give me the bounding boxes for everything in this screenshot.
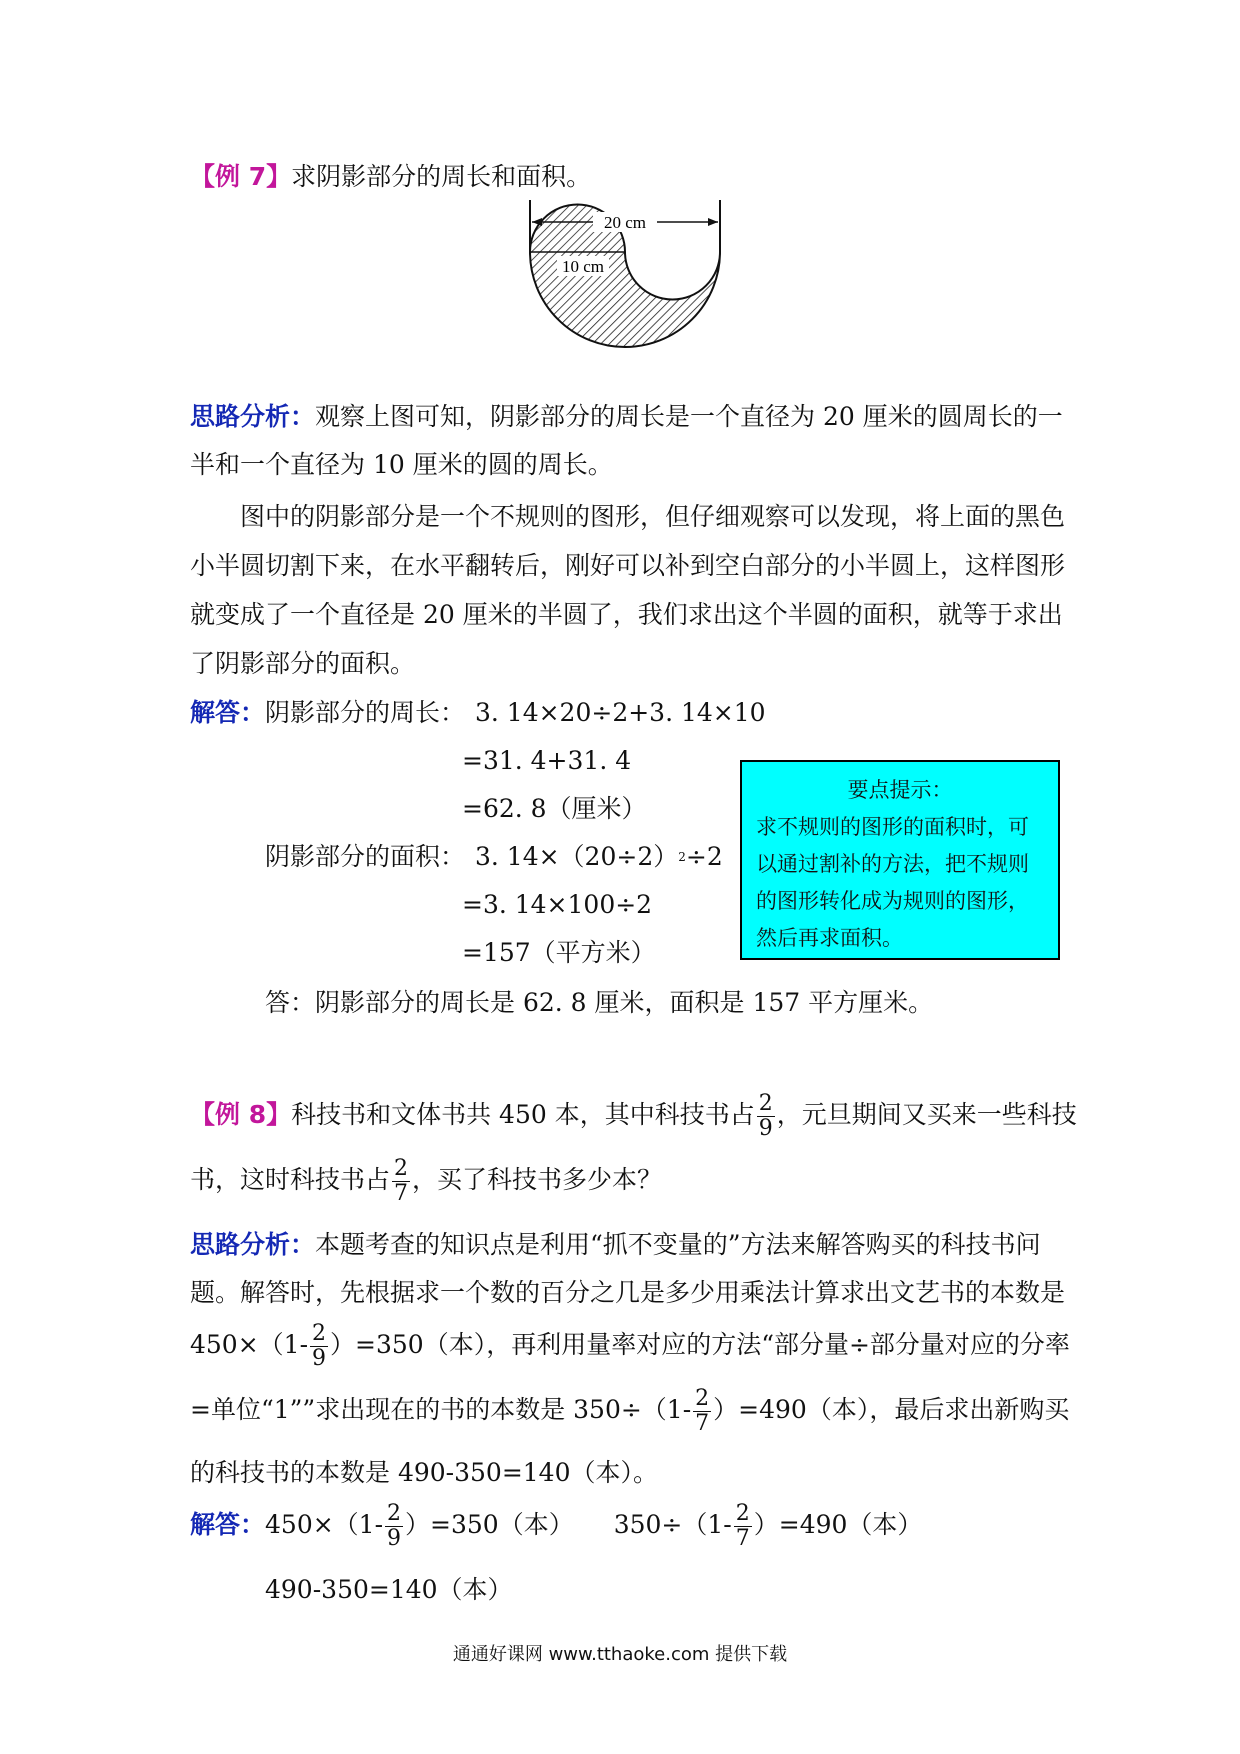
ex7-answer-label: 解答： (190, 698, 266, 727)
tip-line: 以通过割补的方法，把不规则 (756, 852, 1029, 876)
numerator: 2 (312, 1321, 327, 1346)
area-label: 阴影部分的面积： (265, 842, 466, 871)
numerator: 2 (387, 1501, 402, 1526)
ex8-analysis-label: 思路分析： (190, 1230, 316, 1259)
ex7-final-answer: 答：阴影部分的周长是 62. 8 厘米，面积是 157 平方厘米。 (265, 988, 934, 1017)
area-expr (475, 837, 723, 877)
ex8-q-b: ，元旦期间又买来一些科技 (776, 1100, 1077, 1129)
denominator: 9 (758, 1116, 773, 1141)
ex7-analysis-2a: 图中的阴影部分是一个不规则的图形，但仔细观察可以发现，将上面的黑色 (240, 502, 1066, 531)
numerator: 2 (735, 1501, 750, 1526)
ex8-step3: 490-350=140（本） (265, 1575, 513, 1604)
s1-pre: 450×（1- (265, 1510, 384, 1539)
ex7-analysis-label: 思路分析： (190, 402, 316, 431)
ex7-figure (515, 200, 735, 390)
tip-line: 的图形转化成为规则的图形， (756, 889, 1029, 913)
ex8-analysis-1 (190, 1225, 1041, 1265)
ex7-analysis-text-1: 观察上图可知，阴影部分的周长是一个直径为 20 厘米的圆周长的一 (315, 402, 1063, 431)
denominator: 7 (695, 1411, 710, 1436)
ex8-analysis-4 (190, 1380, 1069, 1440)
ex8-q-d: ，买了科技书多少本？ (412, 1165, 663, 1194)
ex8-tag: 【例 8】 (190, 1100, 292, 1129)
perimeter-step1: =31. 4+31. 4 (462, 746, 632, 775)
denominator: 9 (387, 1526, 402, 1551)
tip-line: 然后再求面积。 (756, 926, 903, 950)
ex7-question: 求阴影部分的周长和面积。 (291, 162, 592, 191)
ex7-analysis-2b: 小半圆切割下来，在水平翻转后，刚好可以补到空白部分的小半圆上，这样图形 (190, 551, 1066, 580)
fraction-2-9 (385, 1502, 403, 1551)
label-10cm: 10 cm (561, 257, 605, 276)
perimeter-expr: 3. 14×20÷2+3. 14×10 (475, 698, 766, 727)
numerator: 2 (695, 1386, 710, 1411)
key-point-box (740, 760, 1060, 960)
ex8-question-line-2 (190, 1150, 662, 1210)
perimeter-step2: =62. 8（厘米） (462, 794, 647, 823)
s2-pre: 350÷（1- (613, 1510, 732, 1539)
area-expr-a: 3. 14×（20÷2） (475, 842, 679, 871)
ex7-analysis-2d: 了阴影部分的面积。 (190, 649, 416, 678)
ex8-analysis-5: 的科技书的本数是 490-350=140（本）。 (190, 1458, 658, 1487)
denominator: 7 (735, 1526, 750, 1551)
fraction-2-7 (734, 1502, 752, 1551)
ex8-analysis-3 (190, 1315, 1070, 1375)
ex8-q-a: 科技书和文体书共 450 本，其中科技书占 (291, 1100, 755, 1129)
tip-line: 求不规则的图形的面积时，可 (756, 815, 1029, 839)
ex7-answer-line (190, 693, 465, 733)
ex7-analysis-2c: 就变成了一个直径是 20 厘米的半圆了，我们求出这个半圆的面积，就等于求出 (190, 600, 1063, 629)
s2-post: ）=490（本） (753, 1510, 923, 1539)
a3-pre: 450×（1- (190, 1330, 309, 1359)
s1-post: ）=350（本） (405, 1510, 574, 1539)
a4-post: ）=490（本），最后求出新购买 (713, 1395, 1070, 1424)
ex8-q-c: 书，这时科技书占 (190, 1165, 391, 1194)
a3-post: ）=350（本），再利用量率对应的方法“部分量÷部分量对应的分率 (330, 1330, 1070, 1359)
ex8-answer-label: 解答： (190, 1510, 266, 1539)
fraction-2-7 (693, 1387, 711, 1436)
ex8-answer-line (190, 1495, 922, 1555)
ex8-analysis-2: 题。解答时，先根据求一个数的百分之几是多少用乘法计算求出文艺书的本数是 (190, 1278, 1066, 1307)
ex7-question-line (190, 157, 591, 197)
denominator: 9 (312, 1346, 327, 1371)
fraction-2-9 (757, 1092, 775, 1141)
a4-pre: =单位“1””求出现在的书的本数是 350÷（1- (190, 1395, 692, 1424)
denominator: 7 (394, 1181, 409, 1206)
area-step2: =157（平方米） (462, 938, 656, 967)
ex7-tag: 【例 7】 (190, 162, 292, 191)
numerator: 2 (394, 1156, 409, 1181)
label-20cm: 20 cm (603, 213, 647, 232)
ex7-analysis-1a (190, 397, 1063, 437)
footer: 通通好课网 www.tthaoke.com 提供下载 (452, 1644, 788, 1665)
area-expr-sup: 2 (678, 850, 686, 864)
tip-title: 要点提示： (847, 778, 953, 802)
area-expr-b: ÷2 (685, 842, 723, 871)
perimeter-label: 阴影部分的周长： (265, 698, 466, 727)
area-step1: =3. 14×100÷2 (462, 890, 653, 919)
ex7-analysis-1b: 半和一个直径为 10 厘米的圆的周长。 (190, 450, 613, 479)
numerator: 2 (758, 1091, 773, 1116)
ex8-question-line-1 (190, 1085, 1077, 1145)
ex8-analysis-text-1: 本题考查的知识点是利用“抓不变量的”方法来解答购买的科技书问 (315, 1230, 1041, 1259)
fraction-2-9 (310, 1322, 328, 1371)
fraction-2-7 (392, 1157, 410, 1206)
